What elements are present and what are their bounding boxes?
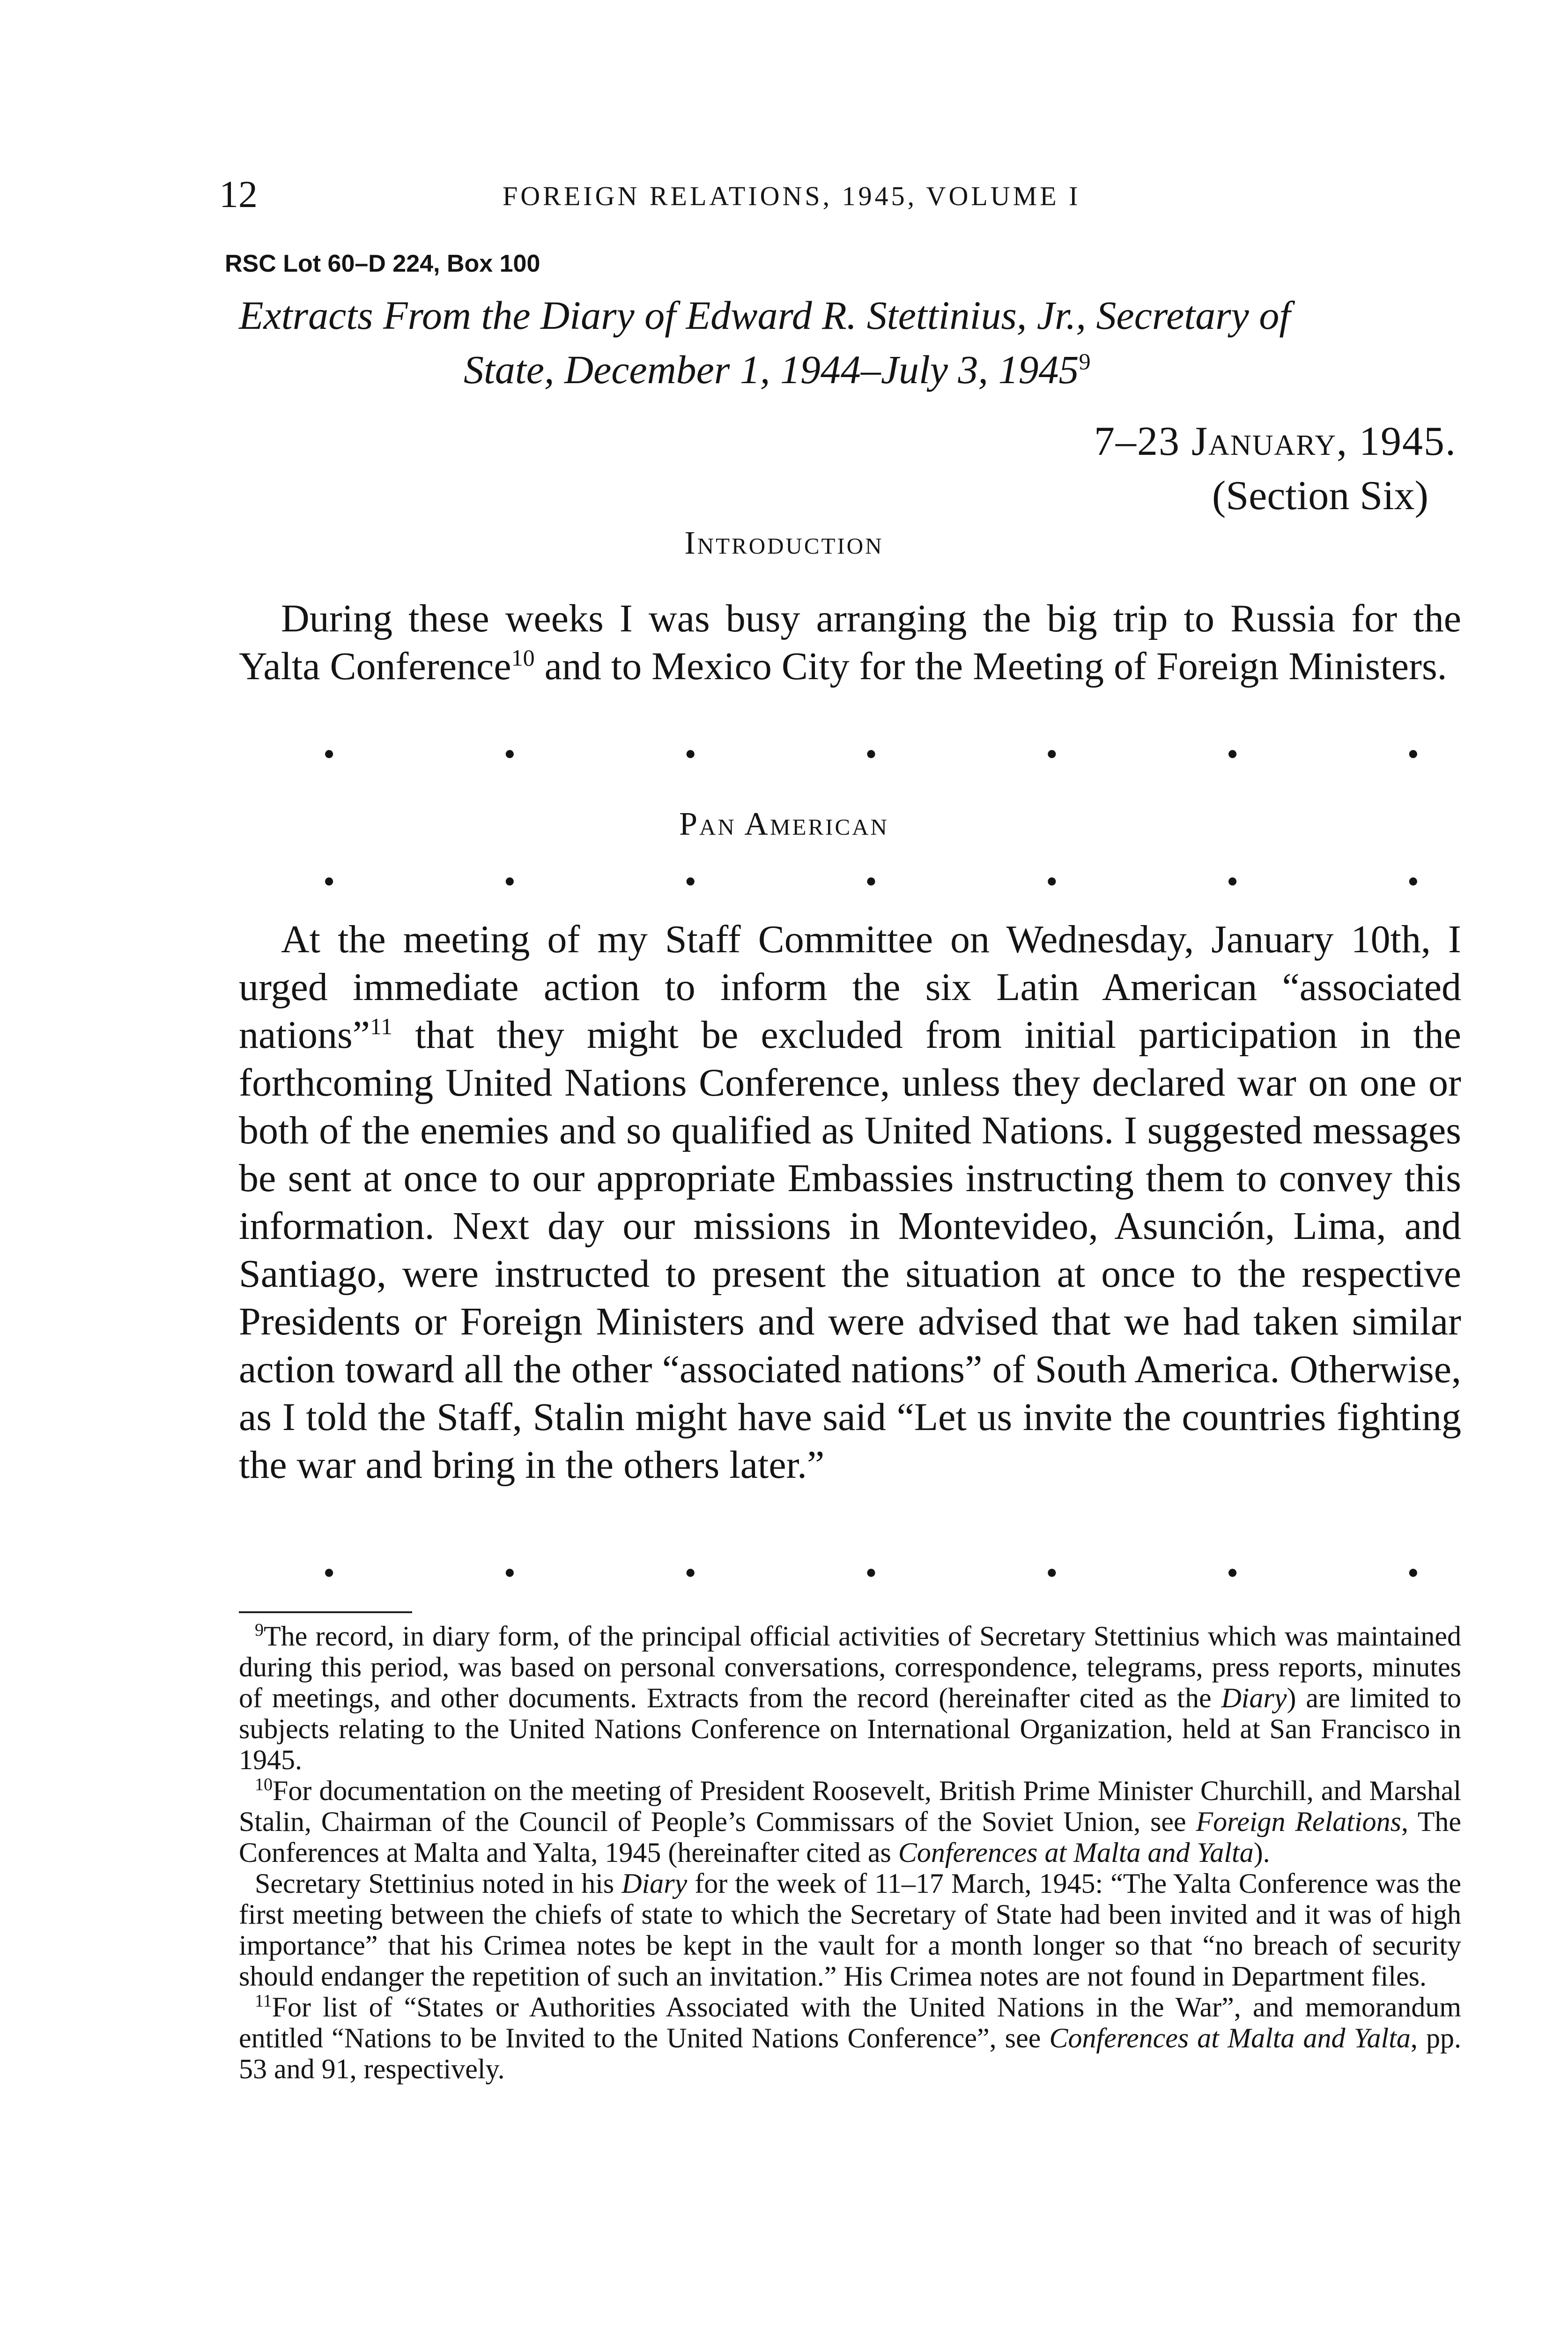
ellipsis-dot: • xyxy=(1407,735,1419,773)
footnote-text: , pp. 53 and 91, respectively. xyxy=(239,2023,1461,2084)
title-line-2-text: State, December 1, 1944–July 3, 1945 xyxy=(464,347,1079,392)
pan-american-text-1: At the meeting of my Staff Committee on Wednesday, January 10th, I urged immediate action to inform the six Latin American “associated nations” xyxy=(239,918,1461,1057)
ellipsis-dot: • xyxy=(503,863,516,900)
ellipsis-row-1 xyxy=(323,735,1419,773)
ellipsis-dot: • xyxy=(684,735,696,773)
footnote-ref-9: 9 xyxy=(1079,348,1091,375)
footnote-italic: Diary xyxy=(621,1868,688,1899)
introduction-text-1: During these weeks I was busy arranging the big trip to Russia for the Yalta Conference xyxy=(239,597,1461,688)
footnote-text: For list of “States or Authorities Associated with the United Nations in the War”, and memorandum entitled “Nations to be Invited to the United Nations Conference”, see xyxy=(239,1992,1461,2053)
ellipsis-dot: • xyxy=(684,1554,696,1592)
document-title xyxy=(239,288,1461,397)
footnote-11 xyxy=(239,1992,1461,2084)
footnote-ref-11: 11 xyxy=(370,1013,393,1039)
dateline xyxy=(1082,415,1457,523)
ellipsis-dot: • xyxy=(684,863,696,900)
title-line-2 xyxy=(239,342,1461,397)
ellipsis-dot: • xyxy=(1226,1554,1239,1592)
ellipsis-dot: • xyxy=(1046,863,1058,900)
footnote-italic: Conferences at Malta and Yalta xyxy=(898,1837,1254,1868)
ellipsis-dot: • xyxy=(1407,1554,1419,1592)
footnote-text: Secretary Stettinius noted in his xyxy=(255,1868,622,1899)
ellipsis-dot: • xyxy=(323,735,335,773)
footnote-10 xyxy=(239,1775,1461,1868)
title-line-1: Extracts From the Diary of Edward R. Stettinius, Jr., Secretary of xyxy=(239,293,1291,338)
ellipsis-dot: • xyxy=(323,1554,335,1592)
ellipsis-row-3 xyxy=(323,1554,1419,1592)
ellipsis-dot: • xyxy=(865,735,877,773)
ellipsis-dot: • xyxy=(1407,863,1419,900)
footnote-text: The record, in diary form, of the principal official activities of Secretary Stettinius which was maintained during this period, was based on personal conversations, correspondence, telegrams, press reports, minutes of meetings, and other documents. Extracts from the record (hereinafter cited as the xyxy=(239,1621,1461,1713)
ellipsis-dot: • xyxy=(1226,735,1239,773)
pan-american-text-2: that they might be excluded from initial participation in the forthcoming United Nations Conference, unless they declared war on one or both of the enemies and so qualified as United Nations. I suggested messages be sent at once to our appropriate Embassies instructing them to convey this information. Next day our missions in Montevideo, Asunción, Lima, and Santiago, were instructed to present the situation at once to the respective Presidents or Foreign Ministers and were advised that we had taken similar action toward all the other “associated nations” of South America. Otherwise, as I told the Staff, Stalin might have said “Let us invite the countries fighting the war and bring in the others later.” xyxy=(239,1013,1461,1487)
running-title: FOREIGN RELATIONS, 1945, VOLUME I xyxy=(503,181,1081,211)
footnote-italic: Diary xyxy=(1221,1682,1287,1713)
footnote-number: 10 xyxy=(255,1775,273,1794)
footnote-ref-10: 10 xyxy=(511,645,535,671)
ellipsis-dot: • xyxy=(1046,1554,1058,1592)
pan-american-paragraph xyxy=(239,916,1461,1489)
footnote-rule xyxy=(239,1611,412,1613)
ellipsis-dot: • xyxy=(503,735,516,773)
footnote-italic: Conferences at Malta and Yalta xyxy=(1049,2023,1411,2053)
ellipsis-dot: • xyxy=(865,1554,877,1592)
footnote-text: , The Conferences at Malta and Yalta, 1945 (hereinafter cited as xyxy=(239,1806,1461,1868)
ellipsis-dot: • xyxy=(1226,863,1239,900)
running-head xyxy=(219,169,1437,220)
ellipsis-row-2 xyxy=(323,863,1419,900)
ellipsis-dot: • xyxy=(323,863,335,900)
footnote-text: ). xyxy=(1253,1837,1270,1868)
page-number: 12 xyxy=(219,173,258,215)
introduction-text-2: and to Mexico City for the Meeting of Foreign Ministers. xyxy=(534,645,1447,688)
footnotes xyxy=(239,1621,1461,2084)
footnote-number: 9 xyxy=(255,1620,264,1640)
footnote-number: 11 xyxy=(255,1991,272,2011)
introduction-paragraph xyxy=(239,595,1461,690)
dateline-date: 7–23 January, 1945. xyxy=(1094,419,1457,464)
ellipsis-dot: • xyxy=(1046,735,1058,773)
footnote-9 xyxy=(239,1621,1461,1775)
introduction-heading: Introduction xyxy=(684,525,884,561)
dateline-section: (Section Six) xyxy=(1212,473,1428,519)
pan-american-heading: Pan American xyxy=(679,806,889,842)
footnote-text: for the week of 11–17 March, 1945: “The Yalta Conference was the first meeting between the chiefs of state to which the Secretary of State had been invited and it was of high importance” that his Crimea notes be kept in the vault for a month longer so that “no breach of security should endanger the repetition of such an invitation.” His Crimea notes are not found in Department files. xyxy=(239,1868,1461,1992)
footnote-text: ) are limited to subjects relating to the United Nations Conference on International Organization, held at San Francisco in 1945. xyxy=(239,1682,1462,1775)
footnote-italic: Foreign Relations xyxy=(1196,1806,1401,1837)
footnote-text: For documentation on the meeting of President Roosevelt, British Prime Minister Churchill, and Marshal Stalin, Chairman of the Council of People’s Commissars of the Soviet Union, see xyxy=(239,1775,1461,1837)
source-line: RSC Lot 60–D 224, Box 100 xyxy=(225,250,540,277)
footnote-10-continuation xyxy=(239,1868,1461,1992)
ellipsis-dot: • xyxy=(503,1554,516,1592)
ellipsis-dot: • xyxy=(865,863,877,900)
